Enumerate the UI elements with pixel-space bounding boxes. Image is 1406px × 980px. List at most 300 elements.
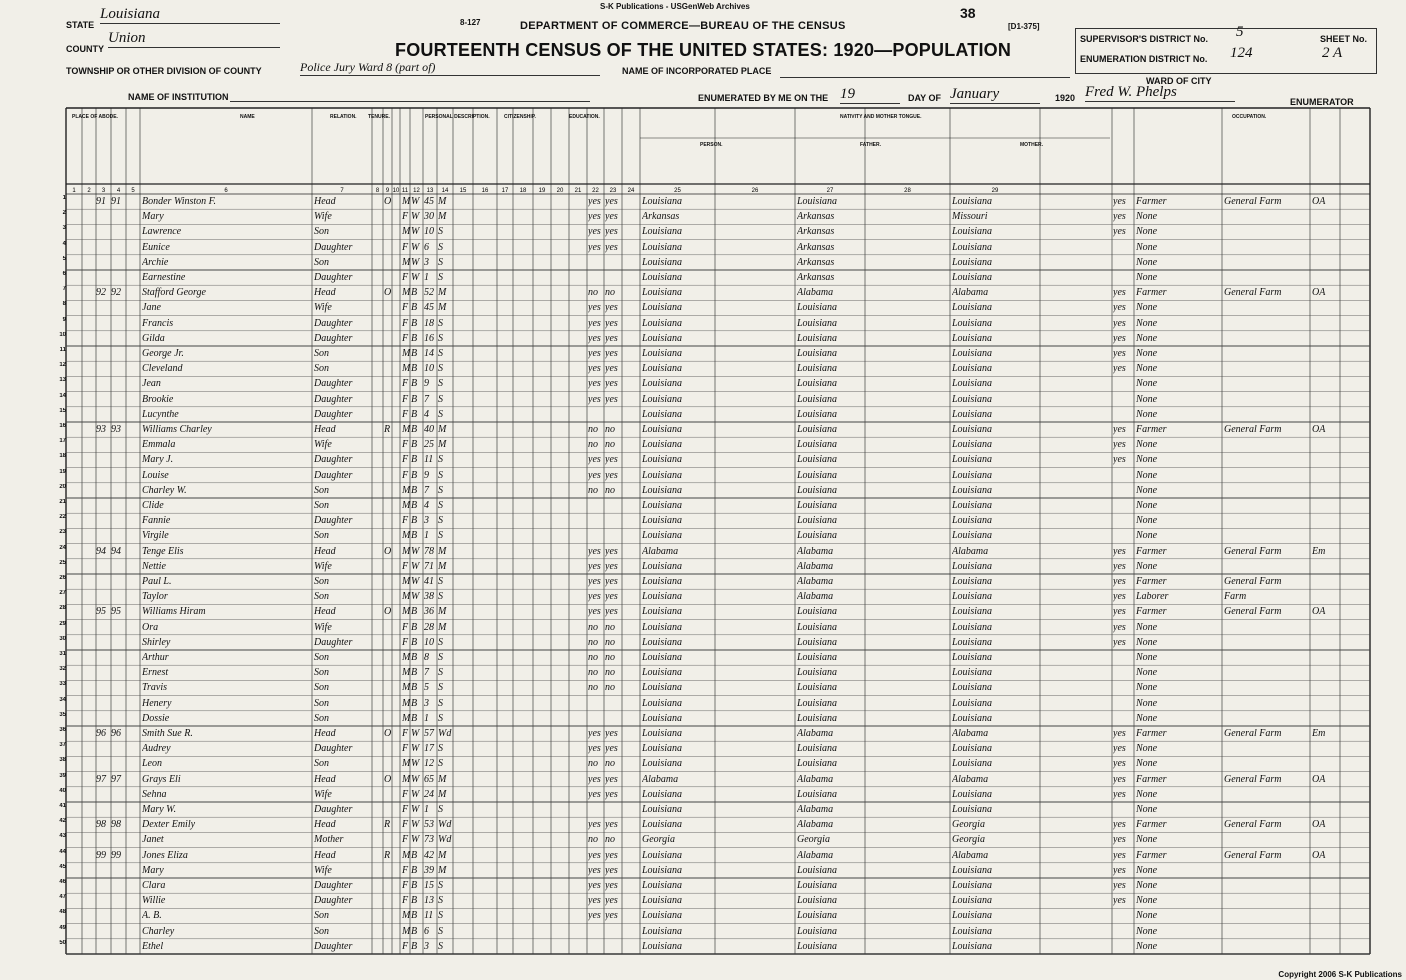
subheader-mother: MOTHER. [1020,142,1044,148]
can-write: yes [605,378,618,390]
father-birthplace: Louisiana [797,743,838,755]
person-name: Jane [142,302,161,314]
mother-birthplace: Louisiana [952,454,993,466]
row-number: 41 [59,803,66,809]
father-birthplace: Louisiana [797,515,838,527]
father-birthplace: Louisiana [797,196,838,207]
birthplace: Louisiana [642,560,683,572]
birthplace: Georgia [642,834,675,846]
can-read: yes [588,241,601,253]
mother-birthplace: Louisiana [952,910,993,922]
sex: F [402,393,409,405]
father-birthplace: Louisiana [797,652,838,663]
column-number: 14 [441,188,449,194]
speaks-english: yes [1113,576,1126,587]
can-read: yes [588,317,601,329]
can-read: yes [588,849,601,861]
birthplace: Louisiana [642,743,683,755]
can-write: yes [605,469,618,481]
occupation: None [1136,226,1158,238]
birthplace: Louisiana [642,697,683,709]
speaks-english: yes [1113,758,1126,770]
person-name: Brookie [142,393,174,405]
occupation: None [1136,469,1158,481]
birthplace: Louisiana [642,712,683,724]
can-read: yes [588,606,601,618]
occupation: Farmer [1136,424,1167,435]
form-code: [D1-375] [1008,22,1040,31]
marital-status: Wd [438,728,452,739]
father-birthplace: Arkansas [797,241,835,253]
father-birthplace: Arkansas [797,272,835,283]
birthplace: Louisiana [642,849,683,861]
marital-status: S [438,256,443,268]
column-number: 12 [413,188,420,194]
birthplace: Louisiana [642,272,683,283]
age: 9 [424,378,429,390]
column-number: 11 [401,188,409,194]
mother-birthplace: Louisiana [952,743,993,755]
relation: Daughter [314,393,353,405]
occupation: None [1136,211,1158,223]
father-birthplace: Louisiana [797,332,838,344]
age: 5 [424,682,429,694]
age: 36 [424,606,434,618]
occupation: Farmer [1136,849,1167,861]
mother-birthplace: Louisiana [952,697,993,709]
birthplace: Louisiana [642,408,683,420]
class-of-worker: Em [1312,545,1326,557]
class-of-worker: OA [1312,287,1326,299]
can-read: yes [588,363,601,375]
mother-birthplace: Louisiana [952,424,993,435]
race: B [411,621,418,633]
mother-birthplace: Louisiana [952,652,993,663]
speaks-english: yes [1113,363,1126,375]
race: W [411,834,420,846]
speaks-english: yes [1113,454,1126,466]
age: 10 [424,363,434,375]
group-relation: RELATION. [330,114,357,120]
speaks-english: yes [1113,560,1126,572]
row-number: 13 [59,377,66,384]
relation: Son [314,910,329,922]
relation: Wife [314,439,332,451]
mother-birthplace: Louisiana [952,332,993,344]
relation: Head [314,287,336,299]
mother-birthplace: Louisiana [952,880,993,891]
sex: F [402,515,409,527]
marital-status: M [438,788,447,800]
race: B [411,454,418,466]
race: B [411,697,418,709]
column-number: 19 [538,188,546,194]
can-read: no [588,758,598,770]
age: 1 [424,804,429,815]
race: B [411,302,418,314]
marital-status: S [438,226,443,238]
race: W [411,591,420,603]
mother-birthplace: Louisiana [952,788,993,800]
race: W [411,773,420,785]
race: B [411,940,418,952]
race: B [411,378,418,390]
age: 3 [424,697,429,709]
father-birthplace: Louisiana [797,530,838,542]
can-write: yes [605,454,618,466]
birthplace: Louisiana [642,484,683,496]
father-birthplace: Alabama [797,819,834,831]
occupation: Farmer [1136,196,1167,207]
column-number: 23 [609,188,617,194]
sex: M [402,773,411,785]
industry: General Farm [1224,196,1282,207]
row-number: 38 [59,757,66,764]
marital-status: M [438,621,447,633]
column-number: 18 [519,188,527,194]
sex: F [402,895,409,907]
column-number: 28 [904,188,911,194]
marital-status: M [438,439,447,451]
occupation: None [1136,348,1158,359]
person-name: Eunice [142,241,170,253]
father-birthplace: Louisiana [797,408,838,420]
father-birthplace: Louisiana [797,302,838,314]
sheet-number-label: SHEET No. [1320,34,1368,44]
relation: Wife [314,302,332,314]
occupation: None [1136,652,1158,663]
birthplace: Louisiana [642,864,683,876]
can-write: no [605,287,615,299]
speaks-english: yes [1113,834,1126,846]
occupation: Farmer [1136,576,1167,587]
occupation: None [1136,880,1158,891]
sex: F [402,880,409,891]
speaks-english: yes [1113,636,1126,648]
age: 28 [424,621,434,633]
sex: F [402,804,409,815]
marital-status: S [438,500,443,511]
marital-status: S [438,880,443,891]
tenure: O [384,196,392,207]
sex: F [402,454,409,466]
person-name: Dossie [142,712,170,724]
speaks-english: yes [1113,849,1126,861]
group-personal-description: PERSONAL DESCRIPTION. [425,114,490,120]
age: 9 [424,469,429,481]
occupation: None [1136,484,1158,496]
can-read: yes [588,910,601,922]
father-birthplace: Arkansas [797,226,835,238]
county-value: Union [108,30,280,48]
sex: M [402,424,411,435]
age: 6 [424,925,429,937]
father-birthplace: Louisiana [797,606,838,618]
relation: Daughter [314,272,353,283]
age: 78 [424,545,434,557]
family-number: 93 [111,424,121,435]
can-write: yes [605,743,618,755]
can-write: yes [605,788,618,800]
enumeration-district-label: ENUMERATION DISTRICT No. [1080,54,1208,64]
father-birthplace: Louisiana [797,454,838,466]
sex: F [402,272,409,283]
birthplace: Louisiana [642,378,683,390]
birthplace: Alabama [642,773,679,785]
marital-status: S [438,454,443,466]
father-birthplace: Louisiana [797,712,838,724]
sex: F [402,241,409,253]
can-read: yes [588,211,601,223]
sex: F [402,636,409,648]
speaks-english: yes [1113,348,1126,359]
dwelling-number: 98 [96,819,106,831]
mother-birthplace: Louisiana [952,393,993,405]
sex: F [402,439,409,451]
mother-birthplace: Louisiana [952,940,993,952]
class-of-worker: OA [1312,196,1326,207]
row-number: 17 [59,438,66,445]
relation: Head [314,728,336,739]
speaks-english: yes [1113,439,1126,451]
race: B [411,895,418,907]
can-read: no [588,636,598,648]
birthplace: Louisiana [642,652,683,663]
age: 14 [424,348,434,359]
column-number: 26 [751,188,759,194]
person-name: Williams Charley [142,424,212,435]
can-write: yes [605,560,618,572]
column-number: 17 [501,188,509,194]
can-write: yes [605,880,618,891]
can-write: yes [605,864,618,876]
relation: Head [314,819,336,831]
sex: M [402,530,411,542]
marital-status: S [438,636,443,648]
can-read: yes [588,864,601,876]
marital-status: M [438,560,447,572]
age: 65 [424,773,434,785]
age: 12 [424,758,434,770]
row-number: 21 [59,499,66,505]
marital-status: M [438,849,447,861]
race: B [411,317,418,329]
sex: M [402,925,411,937]
age: 1 [424,712,429,724]
marital-status: S [438,667,443,679]
mother-birthplace: Louisiana [952,895,993,907]
mother-birthplace: Louisiana [952,621,993,633]
age: 7 [424,393,429,405]
person-name: Mary W. [142,804,177,815]
mother-birthplace: Louisiana [952,272,993,283]
relation: Son [314,576,329,587]
relation: Daughter [314,454,353,466]
marital-status: S [438,697,443,709]
speaks-english: yes [1113,895,1126,907]
age: 45 [424,302,434,314]
can-read: yes [588,576,601,587]
race: B [411,484,418,496]
age: 1 [424,530,429,542]
father-birthplace: Louisiana [797,682,838,694]
subheader-person: PERSON. [700,142,723,148]
race: W [411,211,420,223]
occupation: None [1136,621,1158,633]
can-read: yes [588,196,601,207]
relation: Wife [314,864,332,876]
speaks-english: yes [1113,302,1126,314]
institution-label: NAME OF INSTITUTION [128,92,229,102]
occupation: None [1136,925,1158,937]
person-name: Lucynthe [142,408,179,420]
family-number: 96 [111,728,121,739]
mother-birthplace: Louisiana [952,804,993,815]
row-number: 32 [59,666,66,673]
birthplace: Louisiana [642,469,683,481]
dwelling-number: 91 [96,196,106,207]
marital-status: S [438,332,443,344]
sex: F [402,560,409,572]
person-name: Gilda [142,332,165,344]
person-name: Tenge Elis [142,545,184,557]
person-name: Ethel [142,940,164,952]
can-write: yes [605,332,618,344]
age: 11 [424,454,434,466]
mother-birthplace: Louisiana [952,636,993,648]
birthplace: Louisiana [642,317,683,329]
marital-status: S [438,363,443,375]
person-name: Shirley [142,636,171,648]
age: 52 [424,287,434,299]
marital-status: S [438,515,443,527]
enumerator-label: ENUMERATOR [1290,97,1354,107]
occupation: Farmer [1136,728,1167,739]
relation: Daughter [314,515,353,527]
row-number: 35 [59,711,66,718]
race: B [411,500,418,511]
person-name: Dexter Emily [142,819,196,831]
marital-status: S [438,940,443,952]
birthplace: Louisiana [642,500,683,511]
birthplace: Louisiana [642,895,683,907]
sex: F [402,788,409,800]
can-write: yes [605,819,618,831]
occupation: Farmer [1136,287,1167,299]
speaks-english: yes [1113,332,1126,344]
age: 11 [424,910,434,922]
race: B [411,910,418,922]
person-name: Francis [142,317,174,329]
occupation: None [1136,378,1158,390]
speaks-english: yes [1113,880,1126,891]
can-read: yes [588,454,601,466]
mother-birthplace: Louisiana [952,712,993,724]
speaks-english: yes [1113,773,1126,785]
person-name: Paul L. [142,576,172,587]
occupation: None [1136,256,1158,268]
relation: Daughter [314,408,353,420]
mother-birthplace: Louisiana [952,378,993,390]
relation: Son [314,256,329,268]
birthplace: Louisiana [642,256,683,268]
speaks-english: yes [1113,424,1126,435]
father-birthplace: Louisiana [797,925,838,937]
person-name: Cleveland [142,363,183,375]
person-name: Leon [142,758,162,770]
occupation: None [1136,560,1158,572]
race: W [411,196,420,207]
group-occupation: OCCUPATION. [1232,114,1267,120]
relation: Son [314,667,329,679]
birthplace: Louisiana [642,940,683,952]
sex: M [402,652,411,663]
mother-birthplace: Louisiana [952,864,993,876]
occupation: None [1136,667,1158,679]
race: B [411,530,418,542]
speaks-english: yes [1113,196,1126,207]
row-number: 23 [59,529,66,536]
birthplace: Alabama [642,545,679,557]
occupation: None [1136,743,1158,755]
birthplace: Louisiana [642,682,683,694]
row-number: 44 [59,848,66,855]
relation: Daughter [314,378,353,390]
birthplace: Louisiana [642,287,683,299]
sex: F [402,834,409,846]
father-birthplace: Alabama [797,576,834,587]
birthplace: Louisiana [642,576,683,587]
can-write: yes [605,196,618,207]
age: 18 [424,317,434,329]
sex: F [402,728,409,739]
column-number: 3 [101,188,106,194]
race: B [411,925,418,937]
mother-birthplace: Georgia [952,834,985,846]
row-number: 2 [62,210,66,217]
can-read: yes [588,545,601,557]
dwelling-number: 93 [96,424,106,435]
row-number: 9 [62,316,66,323]
can-read: no [588,652,598,663]
can-read: yes [588,788,601,800]
age: 24 [424,788,434,800]
can-write: yes [605,606,618,618]
person-name: Charley [142,925,175,937]
can-write: yes [605,849,618,861]
race: B [411,667,418,679]
tenure: O [384,287,392,299]
father-birthplace: Louisiana [797,393,838,405]
person-name: Mary J. [142,454,174,466]
birthplace: Louisiana [642,515,683,527]
birthplace: Louisiana [642,728,683,739]
can-read: yes [588,728,601,739]
relation: Daughter [314,636,353,648]
marital-status: Wd [438,834,452,846]
race: B [411,348,418,359]
sex: M [402,287,411,299]
father-birthplace: Louisiana [797,500,838,511]
row-number: 33 [59,681,66,688]
father-birthplace: Louisiana [797,484,838,496]
father-birthplace: Louisiana [797,636,838,648]
birthplace: Louisiana [642,606,683,618]
occupation: None [1136,393,1158,405]
column-number: 6 [224,188,228,194]
can-write: no [605,484,615,496]
birthplace: Louisiana [642,241,683,253]
